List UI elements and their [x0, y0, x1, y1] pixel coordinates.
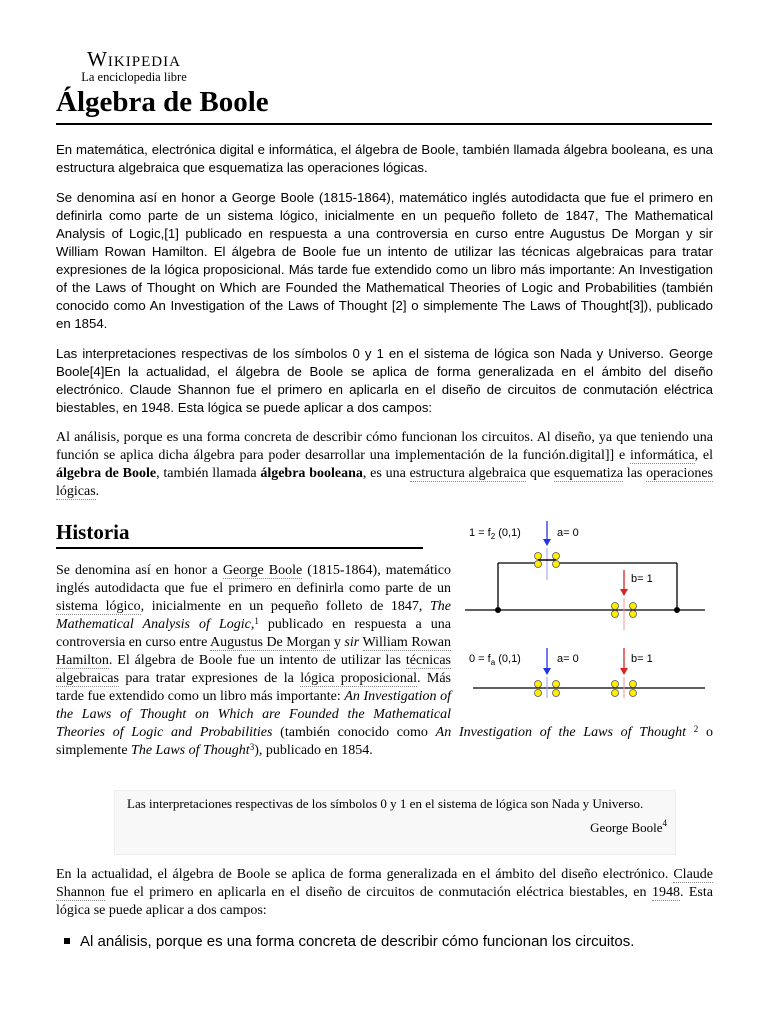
- text-run: , inicialmente en un pequeño folleto de 1847,: [140, 599, 430, 614]
- text-run: ), publicado en 1854.: [254, 743, 373, 758]
- link-informatica[interactable]: informática: [630, 448, 695, 463]
- link-estructura-algebraica[interactable]: estructura algebraica: [409, 466, 527, 481]
- bullet-icon: [64, 938, 70, 944]
- text-run: para tratar expresiones de la: [118, 671, 301, 686]
- text-run: , es una: [362, 466, 410, 481]
- history-summary-paragraph: Se denomina así en honor a George Boole (1815-1864), matemático inglés autodidacta que fue el primero en definirla como parte de un sistema lógico, inicialmente en un pequeño folleto de 1847, The Mathematical Analysis of Logic,[1] publicado en respuesta a una controversia en curso entre Augustus De Morgan y sir William Rowan Hamilton. El álgebra de Boole fue un intento de utilizar las técnicas algebraicas para tratar expresiones de la lógica proposicional. Más tarde fue extendido como un libro más importante: An Investigation of the Laws of Thought on Which are Founded the Mathematical Theories of Logic and Probabilities (también conocido como An Investigation of the Laws of Thought [2] o simplemente The Laws of Thought[3]), publicado en 1854.: [56, 190, 713, 331]
- text-run: .: [95, 484, 100, 499]
- italic-title: An Investigation of the Laws of Thought: [435, 725, 686, 740]
- analysis-paragraph: [56, 429, 713, 501]
- bold-term: álgebra booleana: [260, 466, 363, 481]
- quote-author: George Boole: [590, 820, 663, 835]
- link-george-boole[interactable]: George Boole: [222, 563, 303, 578]
- italic-title: An Investigation of the Laws of Thought on Which are Founded the Mathematical Theories of Logic and Probabilities: [56, 689, 452, 740]
- link-esquematiza[interactable]: esquematiza: [553, 466, 624, 481]
- text-run: . Más tarde fue extendido como un libro más importante:: [56, 671, 451, 704]
- text-run: . El álgebra de Boole fue un intento de utilizar las: [108, 653, 406, 668]
- text-run: y: [330, 635, 345, 650]
- logo-tagline: La enciclopedia libre: [81, 70, 187, 84]
- italic-title: The Mathematical Analysis of Logic,: [56, 599, 451, 632]
- text-run: . Esta lógica se puede aplicar a dos campos:: [56, 885, 713, 918]
- diagram-b-top-label: b= 1: [631, 573, 653, 585]
- list-item: [64, 932, 634, 952]
- link-1948[interactable]: 1948: [651, 885, 680, 900]
- link-logica-proposicional[interactable]: lógica proposicional: [300, 671, 418, 686]
- diagram-a-top-label: a= 0: [557, 527, 579, 539]
- text-run: Al análisis, porque es una forma concreta de describir cómo funcionan los circuitos. Al diseño, ya que teniendo una función se aplica dicha álgebra para poder desarrollar una implementación de la función.digital]] e: [56, 430, 713, 463]
- text-run: o simplemente: [56, 725, 714, 758]
- text-run: , también llamada: [156, 466, 261, 481]
- text-run: las: [623, 466, 647, 481]
- text-run: Se denomina así en honor a: [56, 563, 223, 578]
- page-title: Álgebra de Boole: [56, 83, 712, 125]
- ref-3[interactable]: 3: [249, 742, 255, 752]
- intro-paragraph: En matemática, electrónica digital e informática, el álgebra de Boole, también llamada álgebra booleana, es una estructura algebraica que esquematiza las operaciones lógicas.: [56, 142, 713, 175]
- logo-wordmark: Wikipedia: [87, 47, 181, 71]
- bold-term: álgebra de Boole: [56, 466, 157, 481]
- link-operaciones-logicas[interactable]: operaciones lógicas: [56, 466, 713, 499]
- text-run: fue el primero en aplicarla en el diseño de circuitos de conmutación eléctrica biestables, en: [105, 885, 652, 900]
- diagram-top-label: $1 = f_2$ (0,1): [469, 527, 521, 541]
- blockquote: [114, 790, 676, 855]
- historia-paragraph: [56, 562, 713, 760]
- text-run: (1815-1864), matemático inglés autodidacta que fue el primero en definirla como parte de un: [56, 563, 451, 596]
- text-run: (también conocido como: [272, 725, 436, 740]
- text-run: En la actualidad, el álgebra de Boole se aplica de forma generalizada en el ámbito del diseño electrónico.: [56, 867, 674, 882]
- quote-source: [127, 820, 667, 835]
- diagram-bottom-label: $0 = f_a$ (0,1): [469, 653, 521, 667]
- section-heading-historia: Historia: [56, 517, 423, 549]
- text-run: que: [526, 466, 554, 481]
- italic-word: sir: [344, 635, 360, 650]
- link-claude-shannon[interactable]: Claude Shannon: [56, 867, 713, 900]
- link-william-rowan-hamilton[interactable]: William Rowan Hamilton: [56, 635, 451, 668]
- diagram-float-spacer: [451, 562, 713, 712]
- ref-1[interactable]: 1: [254, 616, 259, 626]
- text-run: [359, 635, 362, 650]
- link-augustus-de-morgan[interactable]: Augustus De Morgan: [210, 635, 331, 650]
- diagram-a-bottom-label: a= 0: [557, 653, 579, 665]
- link-tecnicas-algebraicas[interactable]: técnicas algebraicas: [56, 653, 451, 686]
- wikipedia-logo[interactable]: [75, 48, 193, 84]
- text-run: publicado en respuesta a una controversia en curso entre: [56, 617, 451, 650]
- italic-title: The Laws of Thought: [131, 743, 250, 758]
- ref-2[interactable]: 2: [693, 724, 699, 734]
- link-sistema-logico[interactable]: sistema lógico: [56, 599, 141, 614]
- text-run: , el: [694, 448, 714, 463]
- shannon-paragraph: [56, 866, 713, 920]
- ref-4[interactable]: 4: [662, 818, 667, 828]
- quote-text: Las interpretaciones respectivas de los símbolos 0 y 1 en el sistema de lógica son Nada y Universo.: [127, 796, 644, 811]
- list-item-text: Al análisis, porque es una forma concreta de describir cómo funcionan los circuitos.: [80, 933, 635, 950]
- diagram-b-bottom-label: b= 1: [631, 653, 653, 665]
- interpretation-paragraph: Las interpretaciones respectivas de los símbolos 0 y 1 en el sistema de lógica son Nada y Universo. George Boole[4]En la actualidad, el álgebra de Boole se aplica de forma generalizada en el ámbito del diseño electrónico. Claude Shannon fue el primero en aplicarla en el diseño de circuitos de conmutación eléctrica biestables, en 1948. Esta lógica se puede aplicar a dos campos:: [56, 346, 713, 415]
